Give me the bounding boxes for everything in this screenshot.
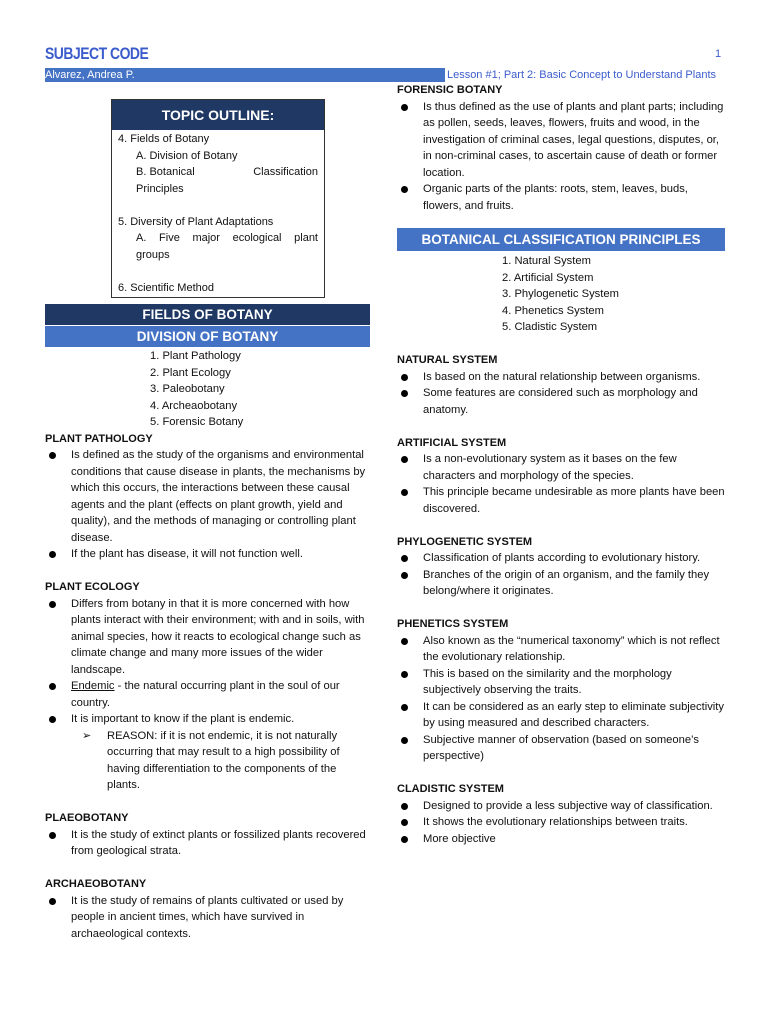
list-item: 1. Plant Pathology <box>150 350 241 362</box>
bullet-list <box>45 893 370 943</box>
page-number: 1 <box>715 48 722 60</box>
outline-item-part: B. Botanical <box>136 166 195 178</box>
list-item: 3. Paleobotany <box>150 383 225 395</box>
bullet-item: This principle became undesirable as more plants have been discovered. <box>397 484 725 517</box>
bullet-item: It is the study of extinct plants or fossilized plants recovered from geological strata. <box>45 827 370 860</box>
section-heading: ARCHAEOBOTANY <box>45 878 147 890</box>
topic-outline-title: TOPIC OUTLINE: <box>112 100 324 130</box>
outline-item: 4. Fields of Botany <box>118 133 210 145</box>
section-heading: PLANT PATHOLOGY <box>45 432 153 445</box>
bullet-item: Branches of the origin of an organism, and the family they belong/where it originates. <box>397 567 725 600</box>
list-item: 4. Phenetics System <box>502 304 604 317</box>
section-heading: NATURAL SYSTEM <box>397 354 498 366</box>
sub-bullet-text: REASON: if it is not endemic, it is not naturally occurring that may result to a high possibility of having differentiation to the components of the plants. <box>107 729 340 791</box>
bullet-item: It is the study of remains of plants cultivated or used by people in ancient times, which have survived in archaeological contexts. <box>45 893 370 943</box>
sub-bullet <box>45 728 370 794</box>
bullet-list <box>397 633 725 765</box>
outline-item: A. Division of Botany <box>136 149 238 162</box>
list-item: 4. Archeaobotany <box>150 399 238 412</box>
bullet-list <box>397 798 725 848</box>
bullet-item: Is based on the natural relationship between organisms. <box>397 369 725 386</box>
outline-item: groups <box>136 248 170 261</box>
bullet-item <box>45 678 370 711</box>
header-bar <box>45 68 722 82</box>
list-item: 3. Phylogenetic System <box>502 288 619 300</box>
section-heading: ARTIFICIAL SYSTEM <box>397 436 507 449</box>
bullet-list <box>45 596 370 728</box>
bullet-item: Is a non-evolutionary system as it bases on the few characters and morphology of the species. <box>397 451 725 484</box>
bullet-item: Is defined as the study of the organisms and environmental conditions that cause disease in plants, the mechanisms by which this occurs, the interactions between these causal agents and the plant (effects on plant growth, yield and quality), and the methods of managing or controlling plant disease. <box>45 447 370 546</box>
bullet-item: Is thus defined as the use of plants and plant parts; including as pollen, seeds, leaves, flowers, fruits and wood, in the investigation of criminal cases, legal questions, disputes, or, in non-criminal cases, to ascertain cause of death or former location. <box>397 99 725 182</box>
section-heading: PLANT ECOLOGY <box>45 581 140 593</box>
division-list <box>45 348 370 431</box>
bullet-item: It can be considered as an early step to eliminate subjectivity by using measured and described characters. <box>397 699 725 732</box>
bullet-item: Subjective manner of observation (based on someone’s perspective) <box>397 732 725 765</box>
topic-outline-body <box>112 130 324 296</box>
bullet-item: This is based on the similarity and the morphology subjectively observing the traits. <box>397 666 725 699</box>
bullet-list <box>397 451 725 517</box>
classification-principles-band: BOTANICAL CLASSIFICATION PRINCIPLES <box>397 228 725 251</box>
section-heading: CLADISTIC SYSTEM <box>397 783 504 795</box>
bullet-item: Some features are considered such as morphology and anatomy. <box>397 385 725 418</box>
section-heading: PHENETICS SYSTEM <box>397 618 509 630</box>
bullet-list <box>45 827 370 860</box>
outline-item: 6. Scientific Method <box>118 281 214 294</box>
bullet-item: More objective <box>397 831 725 848</box>
author-name: Alvarez, Andrea P. <box>45 69 135 81</box>
lesson-title: Lesson #1; Part 2: Basic Concept to Understand Plants <box>446 69 716 81</box>
bullet-item: Organic parts of the plants: roots, stem, leaves, buds, flowers, and fruits. <box>397 181 725 214</box>
bullet-list <box>45 447 370 563</box>
list-item: 2. Artificial System <box>502 271 594 284</box>
fields-of-botany-band: FIELDS OF BOTANY <box>45 304 370 325</box>
bullet-item: If the plant has disease, it will not function well. <box>45 546 370 563</box>
term-definition: - the natural occurring plant in the soul of our country. <box>71 680 340 709</box>
bullet-item: Classification of plants according to evolutionary history. <box>397 550 725 567</box>
list-item: 5. Cladistic System <box>502 321 598 333</box>
list-item: 5. Forensic Botany <box>150 416 244 428</box>
topic-outline <box>111 99 325 298</box>
bullet-list <box>397 550 725 600</box>
list-item: 1. Natural System <box>502 255 591 267</box>
outline-item-part: Classification <box>253 166 318 178</box>
outline-item <box>118 164 318 181</box>
principles-list <box>397 253 725 336</box>
outline-item: Principles <box>136 182 184 195</box>
author-band <box>45 68 445 82</box>
term-endemic: Endemic <box>71 680 115 692</box>
outline-item: A. Five major ecological plant <box>136 232 318 244</box>
right-column <box>397 82 725 847</box>
left-column <box>45 304 370 942</box>
arrow-bullet-icon: ➢ <box>82 729 92 742</box>
section-heading: FORENSIC BOTANY <box>397 84 503 96</box>
list-item: 2. Plant Ecology <box>150 366 231 379</box>
bullet-item: Also known as the “numerical taxonomy” which is not reflect the evolutionary relationship. <box>397 633 725 666</box>
section-heading: PHYLOGENETIC SYSTEM <box>397 535 533 548</box>
subject-code: SUBJECT CODE <box>45 44 149 63</box>
outline-item: 5. Diversity of Plant Adaptations <box>118 215 274 228</box>
section-heading: PLAEOBOTANY <box>45 812 129 824</box>
bullet-list <box>397 99 725 215</box>
bullet-list <box>397 369 725 419</box>
division-of-botany-band: DIVISION OF BOTANY <box>45 326 370 347</box>
bullet-item: Differs from botany in that it is more concerned with how plants interact with their environment; with and in soils, with animal species, how it reacts to ecological change such as climate change and many more issues of the wider landscape. <box>45 596 370 679</box>
bullet-item: Designed to provide a less subjective way of classification. <box>397 798 725 815</box>
bullet-item: It shows the evolutionary relationships between traits. <box>397 814 725 831</box>
bullet-item: It is important to know if the plant is endemic. <box>45 711 370 728</box>
